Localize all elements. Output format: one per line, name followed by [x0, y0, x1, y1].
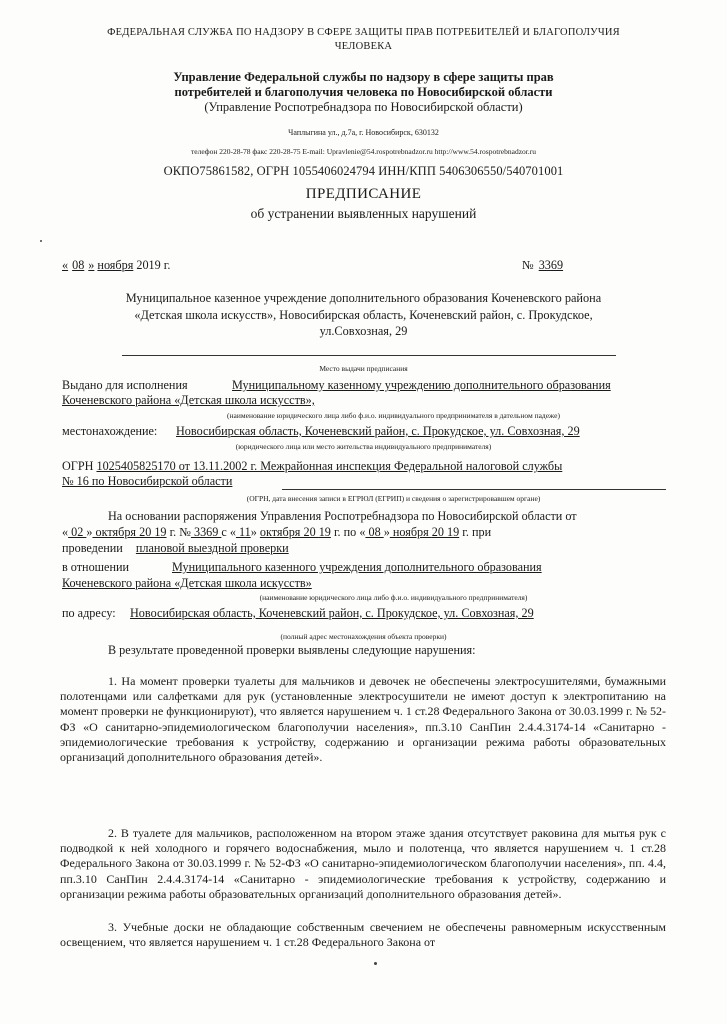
agency-name: ФЕДЕРАЛЬНАЯ СЛУЖБА ПО НАДЗОРУ В СФЕРЕ ЗАЩИТЫ ПРАВ ПОТРЕБИТЕЛЕЙ И БЛАГОПОЛУЧИЯ ЧЕЛОВЕКА — [107, 27, 620, 52]
issued-to-value-2: Коченевского района «Детская школа искусств», — [62, 393, 315, 407]
regarding-value-2: Коченевского района «Детская школа искусств» — [62, 576, 312, 590]
department-short-name: (Управление Роспотребнадзора по Новосибирской области) — [204, 100, 523, 114]
location-value: Новосибирская область, Коченевский район, с. Прокудское, ул. Совхозная, 29 — [176, 424, 580, 438]
location-caption: (юридического лица или место жительства индивидуального предпринимателя) — [235, 442, 492, 451]
regarding-value-1: Муниципального казенного учреждения дополнительного образования — [172, 560, 542, 574]
department-address: Чаплыгина ул., д.7а, г. Новосибирск, 630132 — [288, 128, 439, 137]
basis-line-2: « 02 » октября 20 19 г. № 3369 с « 11» октября 20 19 г. по « 08 » ноября 20 19 г. при — [62, 525, 492, 539]
results-intro: В результате проведенной проверки выявлены следующие нарушения: — [108, 643, 476, 657]
place-caption: Место выдачи предписания — [319, 364, 408, 373]
violation-2: 2. В туалете для мальчиков, расположенном на втором этаже здания отсутствует раковина для мытья рук с подводкой к ней холодного и горячего водоснабжения, мыло и полотенца, что является нарушением ч. 1 ст.28 Федерального Закона от 30.03.1999 г. № 52-ФЗ «О санитарно-эпидемиологическом благополучии населения», пп. 4.4, пп.3.10 СанПин 2.4.4.3174-14 «Санитарно - эпидемиологические требования к устройству, содержанию и организации режима работы образовательных организаций дополнительного образования детей». — [60, 826, 666, 901]
at-address-label: по адресу: — [62, 606, 116, 620]
department-name: Управление Федеральной службы по надзору в сфере защиты прав потребителей и благополучия человека по Новосибирской области — [173, 70, 554, 99]
basis-line-3: проведении плановой выездной проверки — [62, 541, 289, 555]
ogrn-line-2: № 16 по Новосибирской области — [62, 474, 233, 488]
basis-line-1: На основании распоряжения Управления Роспотребнадзора по Новосибирской области от — [108, 509, 577, 523]
document-date: « 08 » ноября 2019 г. — [62, 258, 171, 272]
at-address-value: Новосибирская область, Коченевский район, с. Прокудское, ул. Совхозная, 29 — [130, 606, 534, 620]
speck-mark — [374, 962, 377, 965]
issued-to-caption: (наименование юридического лица либо ф.и.о. индивидуального предпринимателя в дательном падеже) — [227, 411, 560, 420]
ogrn-line-1: ОГРН 1025405825170 от 13.11.2002 г. Межрайонная инспекция Федеральной налоговой службы — [62, 459, 563, 473]
issued-to-label: Выдано для исполнения — [62, 378, 188, 392]
violation-3: 3. Учебные доски не обладающие собственным свечением не обеспечены равномерным искусственным освещением, что является нарушением ч. 1 ст.28 Федерального Закона от — [60, 920, 666, 950]
location-label: местонахождение: — [62, 424, 158, 438]
speck-mark — [40, 240, 42, 242]
place-underline — [122, 355, 616, 356]
ogrn-caption: (ОГРН, дата внесения записи в ЕГРЮЛ (ЕГРИП) и сведения о зарегистрировавшем органе) — [246, 494, 541, 503]
ogrn-underline — [282, 489, 666, 490]
document-number: № 3369 — [522, 258, 564, 272]
at-address-caption: (полный адрес местонахождения объекта проверки) — [280, 632, 447, 641]
regarding-caption: (наименование юридического лица либо ф.и.о. индивидуального предпринимателя) — [259, 593, 528, 602]
department-contacts: телефон 220-28-78 факс 220-28-75 E-mail: Upravlenie@54.rospotrebnadzor.ru http://www.54.rospotrebnadzor.ru — [190, 147, 536, 156]
place-of-issue: Муниципальное казенное учреждение дополнительного образования Коченевского района «Детская школа искусств», Новосибирская область, Коченевский район, с. Прокудское, ул.Совхозная, 29 — [125, 291, 602, 338]
regarding-label: в отношении — [62, 560, 130, 574]
document-title: ПРЕДПИСАНИЕ — [305, 186, 422, 202]
registration-codes: ОКПО75861582, ОГРН 1055406024794 ИНН/КПП 5406306550/540701001 — [163, 164, 564, 178]
document-subtitle: об устранении выявленных нарушений — [250, 206, 477, 221]
violation-1: 1. На момент проверки туалеты для мальчиков и девочек не обеспечены электросушителями, бумажными полотенцами или салфетками для рук (установленные электросушители не имеют доступ к электропитанию на момент проверки не функционируют), что является нарушением ч. 1 ст.28 Федерального Закона от 30.03.1999 г. № 52-ФЗ «О санитарно-эпидемиологическом благополучии населения», пп.3.10 СанПин 2.4.4.3174-14 «Санитарно - эпидемиологические требования к устройству, содержанию и организации режима работы образовательных организаций дополнительного образования детей». — [60, 674, 666, 765]
issued-to-value-1: Муниципальному казенному учреждению дополнительного образования — [232, 378, 611, 392]
